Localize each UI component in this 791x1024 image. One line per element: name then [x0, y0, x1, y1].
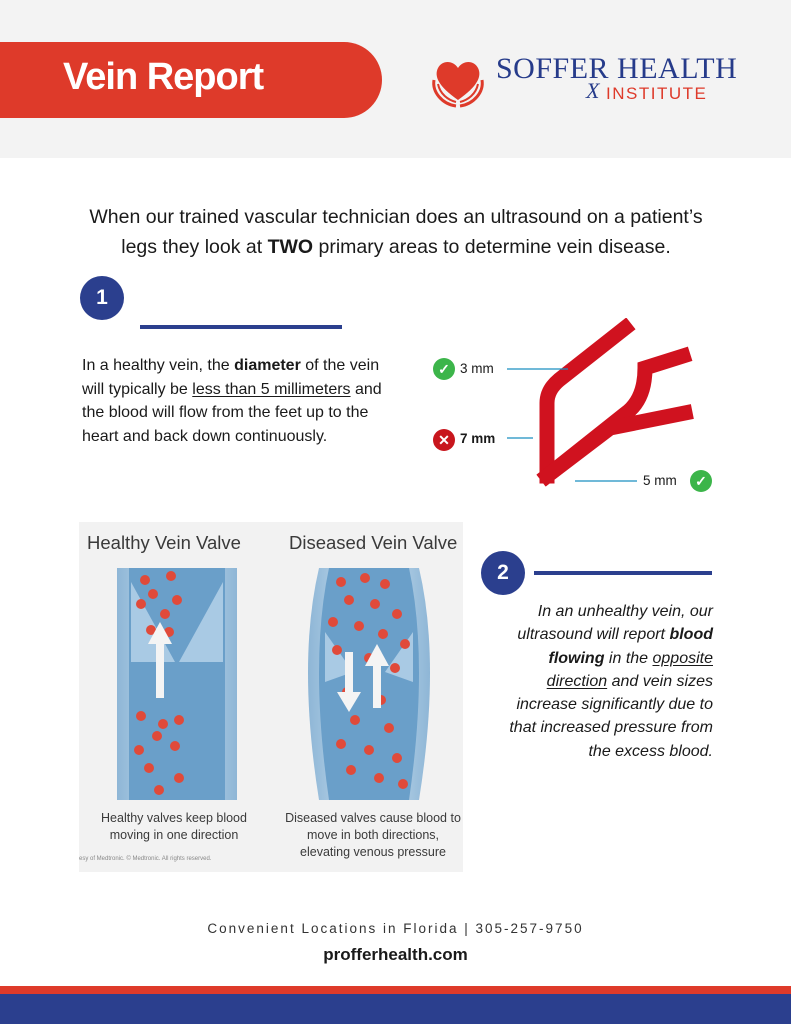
s2-underline: opposite direction: [546, 649, 713, 690]
website-link[interactable]: profferhealth.com: [323, 945, 468, 964]
section-2-rule: [534, 571, 712, 575]
healthy-valve-caption: Healthy valves keep blood moving in one direction: [101, 811, 247, 842]
label-5mm: 5 mm: [643, 473, 677, 488]
section-1-rule: [140, 325, 342, 329]
step-badge-2: 2: [481, 551, 525, 595]
brand-logo: [428, 48, 758, 118]
s1-bold: diameter: [234, 357, 301, 374]
image-credit: esy of Medtronic. © Medtronic. All rights reserved.: [79, 856, 212, 862]
footer-blue-band: [0, 994, 791, 1024]
section-1-text: [82, 354, 392, 448]
vein-diameter-diagram: [425, 318, 725, 498]
page-title: Vein Report: [63, 56, 264, 98]
check-icon: ✓: [690, 470, 712, 492]
check-icon: ✓: [433, 358, 455, 380]
contact-line: Convenient Locations in Florida | 305-257-9750: [207, 921, 584, 936]
vein-branch-illustration: [425, 318, 725, 498]
logo-x-mark: X: [586, 78, 600, 103]
intro-emphasis: TWO: [267, 236, 314, 258]
label-7mm: 7 mm: [460, 431, 496, 446]
s1-text-c: and the blood will flow from the feet up to the heart and back down continuously.: [82, 380, 382, 445]
intro-text: When our trained vascular technician does an ultrasound on a patient’s legs they look at: [89, 206, 703, 258]
diseased-valve-caption: Diseased valves cause blood to move in both directions, elevating venous pressure: [285, 811, 461, 859]
intro-paragraph: [70, 202, 722, 262]
heart-hands-icon: [428, 50, 488, 110]
cross-icon: ✕: [433, 429, 455, 451]
s2-text-b: in the: [604, 649, 653, 667]
s2-text-c: and vein sizes increase significantly due to that increased pressure from the excess blood.: [509, 672, 713, 760]
s1-text-a: In a healthy vein, the: [82, 357, 235, 374]
vein-valve-illustration: [79, 522, 463, 872]
healthy-valve-title: Healthy Vein Valve: [87, 532, 241, 553]
valve-drawing: [79, 522, 463, 812]
s2-text-a: In an unhealthy vein, our ultrasound will report: [517, 603, 713, 644]
section-2-text: [495, 600, 713, 763]
s1-text-b: of the vein will typically be: [82, 357, 380, 398]
footer-red-stripe: [0, 986, 791, 994]
logo-subtitle: INSTITUTE: [606, 84, 708, 103]
logo-wordmark: SOFFER HEALTH: [496, 52, 738, 85]
intro-text-end: primary areas to determine vein disease.: [313, 236, 671, 258]
diseased-valve-title: Diseased Vein Valve: [289, 532, 458, 553]
label-3mm: 3 mm: [460, 361, 494, 376]
s2-bold: blood flowing: [548, 626, 713, 667]
s1-underline: less than 5 millimeters: [192, 380, 351, 398]
step-badge-1: 1: [80, 276, 124, 320]
